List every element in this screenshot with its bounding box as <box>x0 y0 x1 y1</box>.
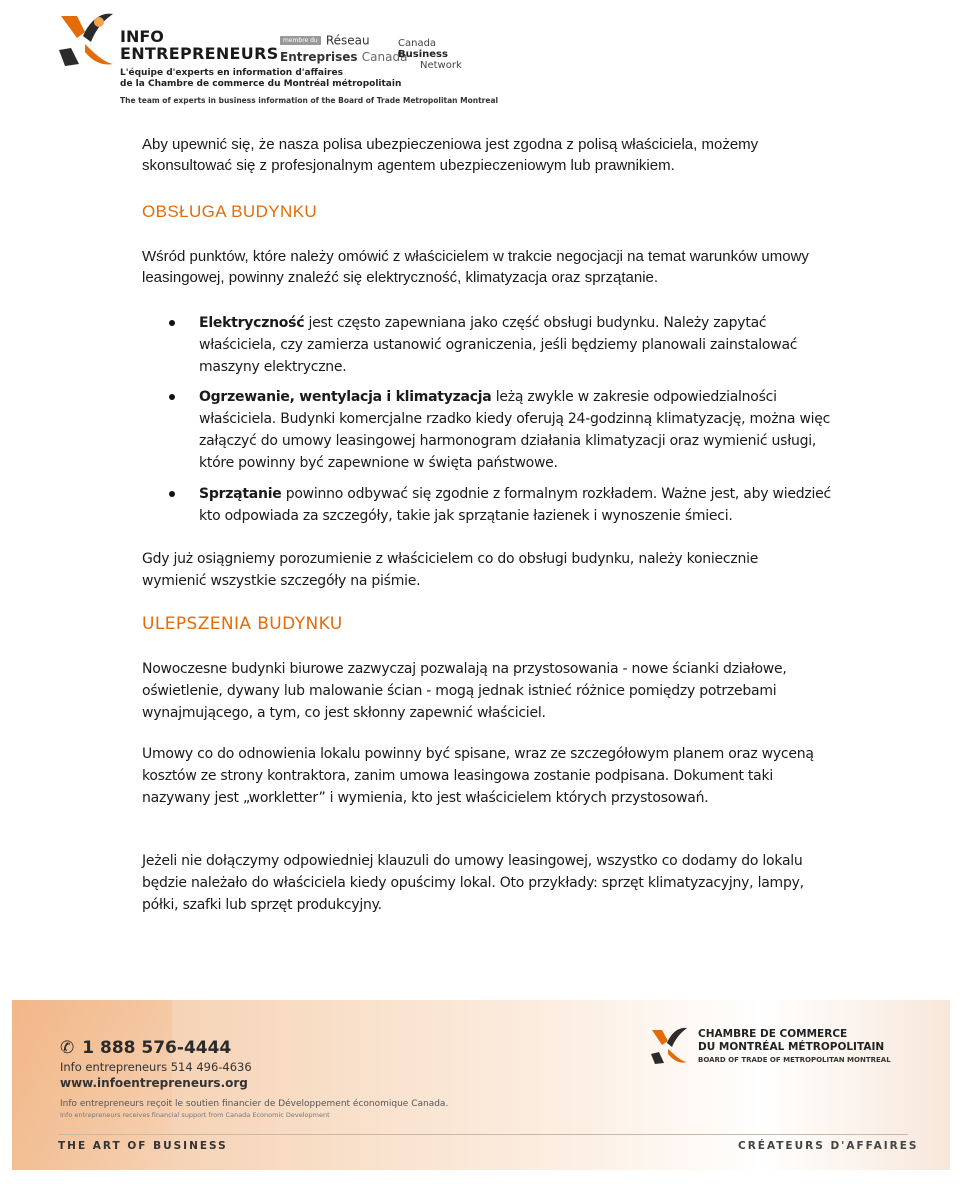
partner-reseau-entreprises <box>280 30 407 64</box>
partner-tag: membre du <box>280 36 321 45</box>
phone-icon: ✆ <box>60 1038 75 1058</box>
partner-entreprises: Entreprises <box>280 50 358 64</box>
footer-funding-en: Info entrepreneurs receives financial support from Canada Economic Development <box>60 1111 330 1119</box>
tagline-en: The team of experts in business information of the Board of Trade Metropolitan Montreal <box>120 96 499 105</box>
info-entrepreneurs-logo-icon <box>55 8 117 70</box>
ccmm-line1: CHAMBRE DE COMMERCE <box>698 1028 848 1040</box>
list-item-bold: Ogrzewanie, wentylacja i klimatyzacja <box>199 389 492 405</box>
bullet-icon <box>169 491 175 497</box>
page-footer <box>12 1000 950 1170</box>
bullet-icon <box>169 394 175 400</box>
partner-canada-business <box>398 38 475 71</box>
paragraph-agreement: Gdy już osiągniemy porozumienie z właścicielem co do obsługi budynku, należy koniecznie wymienić wszystkie szczegóły na piśmie. <box>142 551 759 589</box>
brand-name <box>120 28 279 62</box>
partner2-network: Network <box>420 60 462 71</box>
list-item-bold: Sprzątanie <box>199 486 282 502</box>
partner2-canada: Canada <box>398 38 437 49</box>
heading-obsluga-budynku: OBSŁUGA BUDYNKU <box>142 202 318 221</box>
footer-website-link[interactable]: www.infoentrepreneurs.org <box>60 1076 248 1090</box>
list-item-body: jest często zapewniana jako część obsługi budynku. Należy zapytać właściciela, czy zamierza ustanowić ograniczenia, jeśli będziemy planowali zainstalować maszyny elektryczne. <box>199 315 798 375</box>
chambre-de-commerce-logo-icon <box>648 1024 690 1066</box>
paragraph-renovation: Umowy co do odnowienia lokalu powinny być spisane, wraz ze szczegółowym planem oraz wyceną kosztów ze strony kontraktora, zanim umowa leasingowa zostanie podpisana. Dokument taki nazywany jest „workletter” i wymienia, kto jest właścicielem których przystosowań. <box>142 746 814 806</box>
list-item-body: powinno odbywać się zgodnie z formalnym rozkładem. Ważne jest, aby wiedzieć kto odpowiada za szczegóły, takie jak sprzątanie łazienek i wynoszenie śmieci. <box>199 486 831 524</box>
tagline-fr-2: de la Chambre de commerce du Montréal métropolitain <box>120 79 402 89</box>
footer-divider <box>58 1134 908 1135</box>
footer-createurs: CRÉATEURS D'AFFAIRES <box>738 1140 919 1152</box>
paragraph-obsluga: Wśród punktów, które należy omówić z właścicielem w trakcie negocjacji na temat warunków umowy leasingowej, powinny znaleźć się elektryczność, klimatyzacja oraz sprzątanie. <box>142 248 809 286</box>
list-item-bold: Elektryczność <box>199 315 305 331</box>
paragraph-modern-buildings: Nowoczesne budynki biurowe zazwyczaj pozwalają na przystosowania - nowe ścianki działowe, oświetlenie, dywany lub malowanie ścian - mogą jednak istnieć różnice pomiędzy potrzebami wynajmującego, a tym, co jest skłonny zapewnić właściciel. <box>142 661 787 721</box>
footer-art-of-business: THE ART OF BUSINESS <box>58 1140 228 1152</box>
intro-paragraph: Aby upewnić się, że nasza polisa ubezpieczeniowa jest zgodna z polisą właściciela, możemy skonsultować się z profesjonalnym agentem ubezpieczeniowym lub prawnikiem. <box>142 136 759 174</box>
partner2-business: Business <box>398 49 448 60</box>
paragraph-clause: Jeżeli nie dołączymy odpowiedniej klauzuli do umowy leasingowej, wszystko co dodamy do lokalu będzie należało do właściciela kiedy opuścimy lokal. Oto przykłady: sprzęt klimatyzacyjny, lampy, półki, szafki lub sprzęt produkcyjny. <box>142 853 804 913</box>
footer-phone-number: 1 888 576-4444 <box>82 1038 232 1058</box>
footer-funding-fr: Info entrepreneurs reçoit le soutien financier de Développement économique Canada. <box>60 1099 449 1109</box>
list-item-text <box>199 312 839 378</box>
partner-reseau: Réseau <box>325 33 370 48</box>
ccmm-english: BOARD OF TRADE OF METROPOLITAN MONTREAL <box>698 1056 891 1064</box>
partner-entreprises-canada <box>280 50 407 64</box>
footer-phone <box>60 1038 231 1058</box>
tagline-fr-1: L'équipe d'experts en information d'affaires <box>120 68 343 78</box>
footer-local-phone: Info entrepreneurs 514 496-4636 <box>60 1060 252 1074</box>
partner-canada: Canada <box>361 50 408 64</box>
page-header <box>55 8 499 108</box>
ccmm-line2: DU MONTRÉAL MÉTROPOLITAIN <box>698 1041 885 1053</box>
list-item-text <box>199 483 839 527</box>
brand-line2: ENTREPRENEURS <box>120 44 279 63</box>
footer-ccmm <box>698 1028 891 1067</box>
brand-line1: INFO <box>120 27 164 46</box>
heading-ulepszenia-budynku: ULEPSZENIA BUDYNKU <box>142 614 343 634</box>
tagline-fr <box>120 68 480 90</box>
list-item-body: leżą zwykle w zakresie odpowiedzialności właściciela. Budynki komercjalne rzadko kiedy oferują 24-godzinną klimatyzację, można więc załączyć do umowy leasingowej harmonogram działania klimatyzacji oraz wymienić usługi, które powinny być zapewnione w święta państwowe. <box>199 389 831 471</box>
list-item-text <box>199 386 839 474</box>
bullet-icon <box>169 320 175 326</box>
